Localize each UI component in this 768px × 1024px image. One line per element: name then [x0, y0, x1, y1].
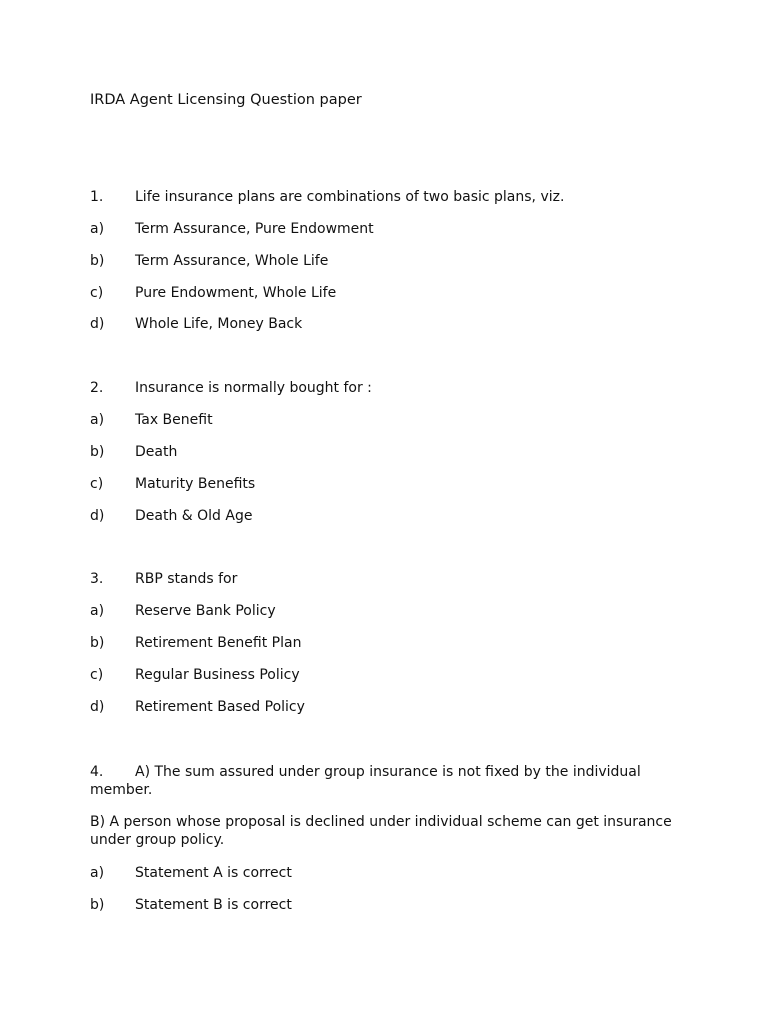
question-text: RBP stands for: [135, 571, 238, 587]
option-3b: [90, 634, 690, 654]
option-text: Term Assurance, Whole Life: [135, 253, 329, 269]
document-title: IRDA Agent Licensing Question paper: [90, 92, 362, 108]
question-4-statement-b: B) A person whose proposal is declined under individual scheme can get insurance under group policy.: [90, 814, 672, 848]
option-label: d): [90, 316, 105, 332]
option-text: Maturity Benefits: [135, 476, 256, 492]
option-text: Death: [135, 444, 178, 460]
question-number: 2.: [90, 380, 104, 396]
option-label: a): [90, 412, 105, 428]
option-label: d): [90, 508, 105, 524]
option-text: Death & Old Age: [135, 508, 253, 524]
option-2a: [90, 411, 690, 431]
question-2: [90, 379, 690, 399]
option-text: Retirement Based Policy: [135, 699, 305, 715]
option-text: Regular Business Policy: [135, 667, 300, 683]
option-1a: [90, 220, 690, 240]
option-text: Statement B is correct: [135, 897, 292, 913]
option-label: b): [90, 635, 105, 651]
option-label: b): [90, 253, 105, 269]
question-text: Insurance is normally bought for :: [135, 380, 372, 396]
option-text: Statement A is correct: [135, 865, 292, 881]
option-text: Reserve Bank Policy: [135, 603, 276, 619]
question-4-statement-a: [90, 763, 680, 799]
question-number: 3.: [90, 571, 104, 587]
option-label: a): [90, 865, 105, 881]
option-label: a): [90, 221, 105, 237]
option-text: Tax Benefit: [135, 412, 213, 428]
option-text: Term Assurance, Pure Endowment: [135, 221, 374, 237]
option-1c: [90, 284, 690, 304]
option-2c: [90, 475, 690, 495]
option-label: b): [90, 444, 105, 460]
option-4a: [90, 864, 690, 884]
question-3: [90, 570, 690, 590]
option-text: Retirement Benefit Plan: [135, 635, 302, 651]
option-1d: [90, 315, 690, 335]
option-label: a): [90, 603, 105, 619]
option-1b: [90, 252, 690, 272]
option-3c: [90, 666, 690, 686]
option-3a: [90, 602, 690, 622]
option-label: d): [90, 699, 105, 715]
question-number: 4.: [90, 764, 104, 780]
option-label: b): [90, 897, 105, 913]
option-2d: [90, 507, 690, 527]
option-text: Pure Endowment, Whole Life: [135, 285, 337, 301]
question-number: 1.: [90, 189, 104, 205]
option-label: c): [90, 667, 104, 683]
option-label: c): [90, 285, 104, 301]
option-text: Whole Life, Money Back: [135, 316, 303, 332]
statement-a-text: A) The sum assured under group insurance is not fixed by the individual member.: [90, 764, 641, 798]
option-3d: [90, 698, 690, 718]
question-1: [90, 188, 690, 208]
option-4b: [90, 896, 690, 916]
option-2b: [90, 443, 690, 463]
question-text: Life insurance plans are combinations of two basic plans, viz.: [135, 189, 565, 205]
option-label: c): [90, 476, 104, 492]
